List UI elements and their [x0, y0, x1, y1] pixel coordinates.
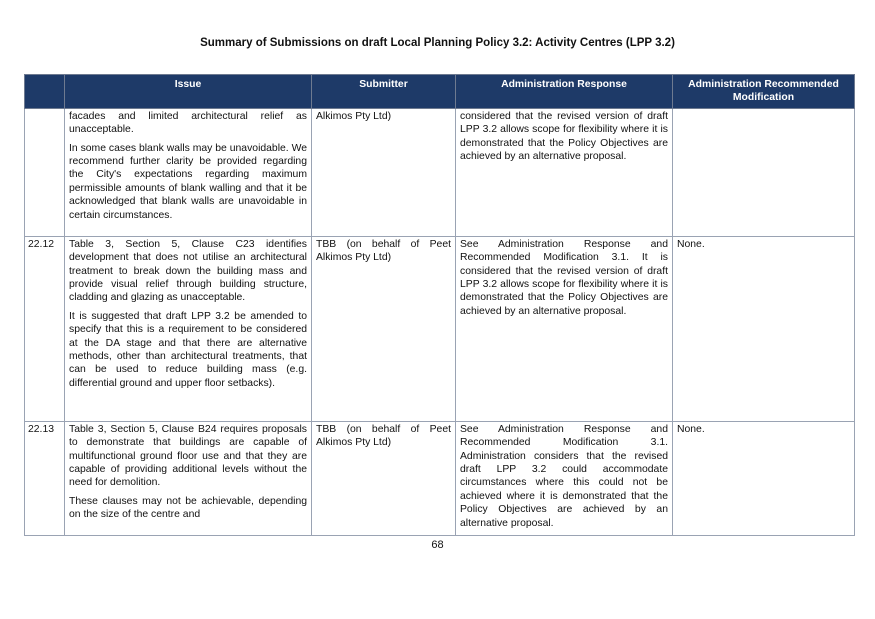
- submission-number: [25, 108, 65, 236]
- document-title: Summary of Submissions on draft Local Planning Policy 3.2: Activity Centres (LPP 3.2): [200, 37, 675, 49]
- submitter-cell: Alkimos Pty Ltd): [312, 108, 456, 236]
- submitter-cell: TBB (on behalf of Peet Alkimos Pty Ltd): [312, 236, 456, 421]
- table-row: [25, 108, 855, 236]
- response-cell: considered that the revised version of draft LPP 3.2 allows scope for flexibility where it is demonstrated that the Policy Objectives are achieved by an alternative proposal.: [456, 108, 673, 236]
- submitter-cell: TBB (on behalf of Peet Alkimos Pty Ltd): [312, 421, 456, 535]
- issue-cell: [65, 236, 312, 421]
- submission-number: 22.12: [25, 236, 65, 421]
- issue-cell: [65, 421, 312, 535]
- response-cell: See Administration Response and Recommended Modification 3.1. Administration considers that the revised draft LPP 3.2 could accommodate circumstances where this could not be achieved where it is demonstrated that the Policy Objectives are achieved by an alternative proposal.: [456, 421, 673, 535]
- header-administration-response: Administration Response: [456, 75, 673, 109]
- page-number: 68: [431, 539, 444, 551]
- issue-paragraph: Table 3, Section 5, Clause B24 requires proposals to demonstrate that buildings are capable of multifunctional ground floor use and that they are capable of providing additional levels without the need for demolition.: [69, 423, 307, 489]
- issue-paragraph: facades and limited architectural relief as unacceptable.: [69, 110, 307, 136]
- issue-cell: [65, 108, 312, 236]
- submission-number: 22.13: [25, 421, 65, 535]
- issue-paragraph: It is suggested that draft LPP 3.2 be amended to specify that this is a requirement to be considered at the DA stage and that there are alternative methods, other than architectural treatments, that can be used to reduce building mass (e.g. differential ground and upper floor setbacks).: [69, 310, 307, 389]
- issue-paragraph: Table 3, Section 5, Clause C23 identifies development that does not utilise an architectural treatment to break down the building mass and provide visual relief through building structure, cladding and glazing as unacceptable.: [69, 238, 307, 304]
- modification-cell: None.: [673, 236, 855, 421]
- header-issue: Issue: [65, 75, 312, 109]
- modification-cell: [673, 108, 855, 236]
- response-cell: See Administration Response and Recommended Modification 3.1. It is considered that the revised version of draft LPP 3.2 allows scope for flexibility where it is demonstrated that the Policy Objectives are achieved by an alternative proposal.: [456, 236, 673, 421]
- table-row: [25, 236, 855, 421]
- submissions-table: [24, 74, 855, 536]
- table-header-row: [25, 75, 855, 109]
- header-submitter: Submitter: [312, 75, 456, 109]
- modification-cell: None.: [673, 421, 855, 535]
- header-recommended-modification: Administration Recommended Modification: [673, 75, 855, 109]
- issue-paragraph: In some cases blank walls may be unavoidable. We recommend further clarity be provided regarding the City's expectations regarding maximum permissible amounts of blank walling and that it be acknowledged that blank walls are unavoidable in certain circumstances.: [69, 142, 307, 221]
- header-number: [25, 75, 65, 109]
- table-row: [25, 421, 855, 535]
- issue-paragraph: These clauses may not be achievable, depending on the size of the centre and: [69, 495, 307, 521]
